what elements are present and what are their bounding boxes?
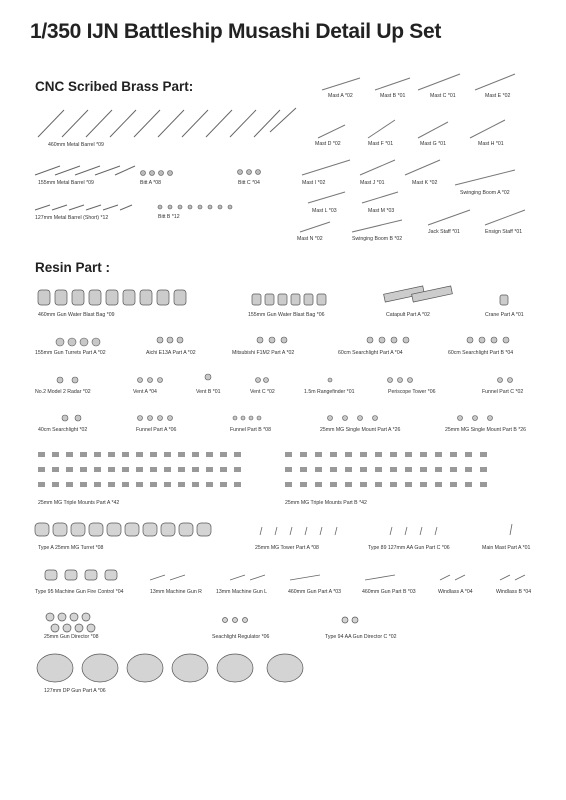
label-mg-13l: 13mm Machine Gun L xyxy=(216,589,268,595)
barrel-127-group xyxy=(35,205,132,210)
label-type-a-turret: Type A 25mm MG Turret *08 xyxy=(38,545,104,551)
resin-section-heading: Resin Part : xyxy=(35,260,111,275)
label-windlass-b: Windlass B *04 xyxy=(496,589,532,595)
label-mast-e: Mast E *02 xyxy=(485,93,511,99)
label-mast-g: Mast G *01 xyxy=(420,141,446,147)
label-boom-a: Swinging Boom A *02 xyxy=(460,190,510,196)
label-ensign-staff: Ensign Staff *01 xyxy=(485,229,523,235)
label-mitsubishi: Mitsubishi F1M2 Part A *02 xyxy=(232,350,295,356)
label-rangefinder: 1.5m Rangefinder *01 xyxy=(304,389,355,395)
label-searchlight-60a: 60cm Searchlight Part A *04 xyxy=(338,350,403,356)
label-vent-b: Vent B *01 xyxy=(196,389,221,395)
label-turrets-155: 155mm Gun Turrets Part A *02 xyxy=(35,350,106,356)
label-gun-460a: 460mm Gun Part A *03 xyxy=(288,589,342,595)
label-aichi: Aichi E13A Part A *02 xyxy=(146,350,196,356)
label-mast-c: Mast C *01 xyxy=(430,93,456,99)
label-mg-single-a: 25mm MG Single Mount Part A *26 xyxy=(320,427,401,433)
label-mast-k: Mast K *02 xyxy=(412,180,438,186)
label-mast-d: Mast D *02 xyxy=(315,141,341,147)
label-funnel-c: Funnel Part C *02 xyxy=(482,389,524,395)
label-periscope: Periscope Tower *06 xyxy=(388,389,436,395)
label-vent-a: Vent A *04 xyxy=(133,389,157,395)
label-mast-f: Mast F *01 xyxy=(368,141,394,147)
label-mg-triple-a: 25mm MG Triple Mounts Part A *42 xyxy=(38,500,120,506)
label-funnel-b: Funnel Part B *08 xyxy=(230,427,271,433)
label-gun-460b: 460mm Gun Part B *03 xyxy=(362,589,416,595)
label-barrel-127: 127mm Metal Barrel (Short) *12 xyxy=(35,215,109,221)
label-mg-single-b: 25mm MG Single Mount Part B *26 xyxy=(445,427,527,433)
label-type-89: Type 89 127mm AA Gun Part C *06 xyxy=(368,545,450,551)
label-mast-m: Mast M *03 xyxy=(368,208,395,214)
label-searchlight-regulator: Seachlight Regulator *06 xyxy=(212,634,270,640)
label-main-mast: Main Mast Part A *01 xyxy=(482,545,531,551)
label-radar: No.2 Model 2 Radar *02 xyxy=(35,389,91,395)
barrel-155-group xyxy=(35,166,135,175)
label-windlass-a: Windlass A *04 xyxy=(438,589,473,595)
label-crane-a: Crane Part A *01 xyxy=(485,312,524,318)
label-searchlight-60b: 60cm Searchlight Part B *04 xyxy=(448,350,514,356)
label-jack-staff: Jack Staff *01 xyxy=(428,229,460,235)
barrel-460-group xyxy=(38,108,296,137)
label-boom-b: Swinging Boom B *02 xyxy=(352,236,403,242)
page-title: 1/350 IJN Battleship Musashi Detail Up Set xyxy=(30,20,442,43)
triple-mount-grid xyxy=(38,452,487,487)
blast-bag-group xyxy=(38,286,508,305)
label-barrel-155: 155mm Metal Barrel *09 xyxy=(38,180,94,186)
label-type-95: Type 95 Machine Gun Fire Control *04 xyxy=(35,589,124,595)
label-mg-triple-b: 25mm MG Triple Mounts Part B *42 xyxy=(285,500,367,506)
label-mg-tower: 25mm MG Tower Part A *08 xyxy=(255,545,319,551)
label-mg-13r: 13mm Machine Gun R xyxy=(150,589,202,595)
label-mast-a: Mast A *02 xyxy=(328,93,353,99)
label-searchlight-40: 40cm Searchlight *02 xyxy=(38,427,88,433)
label-dp-127: 127mm DP Gun Part A *06 xyxy=(44,688,106,694)
bitt-group xyxy=(141,170,261,210)
label-gun-director: 25mm Gun Director *08 xyxy=(44,634,99,640)
label-funnel-a: Funnel Part A *06 xyxy=(136,427,177,433)
label-mast-j: Mast J *01 xyxy=(360,180,385,186)
label-catapult: Catapult Part A *02 xyxy=(386,312,430,318)
label-bitt-c: Bitt C *04 xyxy=(238,180,260,186)
label-mast-n: Mast N *02 xyxy=(297,236,323,242)
label-barrel-460: 460mm Metal Barrel *09 xyxy=(48,142,104,148)
label-bitt-a: Bitt A *08 xyxy=(140,180,162,186)
label-bag-460: 460mm Gun Water Blast Bag *09 xyxy=(38,312,115,318)
label-bitt-b: Bitt B *12 xyxy=(158,214,180,220)
brass-section-heading: CNC Scribed Brass Part: xyxy=(35,79,194,94)
label-vent-c: Vent C *02 xyxy=(250,389,275,395)
label-mast-i: Mast I *02 xyxy=(302,180,326,186)
label-bag-155: 155mm Gun Water Blast Bag *06 xyxy=(248,312,325,318)
label-mast-b: Mast B *01 xyxy=(380,93,406,99)
label-mast-h: Mast H *01 xyxy=(478,141,504,147)
label-mast-l: Mast L *03 xyxy=(312,208,337,214)
label-type-94: Type 94 AA Gun Director C *02 xyxy=(325,634,397,640)
